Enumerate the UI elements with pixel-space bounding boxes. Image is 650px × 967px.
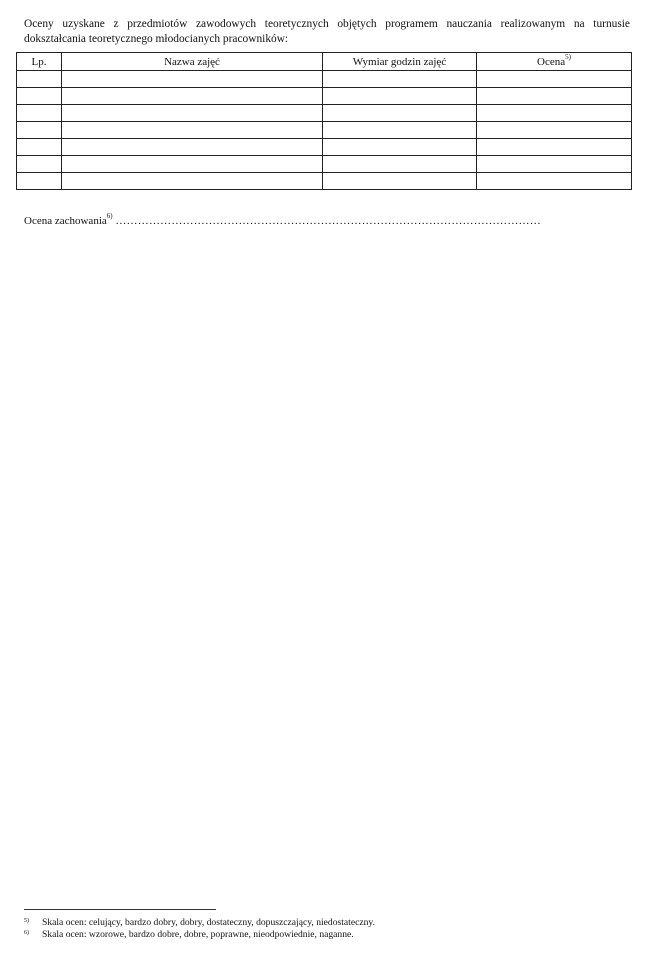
- grade-cell[interactable]: [477, 156, 632, 173]
- lp-cell[interactable]: [17, 173, 62, 190]
- lp-cell[interactable]: [17, 139, 62, 156]
- lp-cell[interactable]: [17, 156, 62, 173]
- behavior-grade-label: Ocena zachowania: [24, 215, 107, 227]
- column-header-subject-name: Nazwa zajęć: [62, 53, 323, 71]
- behavior-grade-field[interactable]: ……………………………………………………………………………………………………: [115, 215, 541, 227]
- footnote-mark: 6): [24, 930, 29, 936]
- table-row: [17, 105, 632, 122]
- grade-header-label: Ocena: [537, 55, 566, 68]
- intro-paragraph: Oceny uzyskane z przedmiotów zawodowych teoretycznych objętych programem nauczania realizowanym na turnusie dokształcania teoretycznego młodocianych pracowników:: [24, 18, 630, 45]
- grade-cell[interactable]: [477, 173, 632, 190]
- subject-name-cell[interactable]: [62, 105, 323, 122]
- hours-cell[interactable]: [323, 173, 477, 190]
- table-row: [17, 71, 632, 88]
- subject-name-cell[interactable]: [62, 156, 323, 173]
- behavior-footnote-ref: 6): [106, 212, 113, 221]
- lp-cell[interactable]: [17, 122, 62, 139]
- table-row: [17, 156, 632, 173]
- table-row: [17, 173, 632, 190]
- hours-cell[interactable]: [323, 105, 477, 122]
- column-header-lp: Lp.: [17, 53, 62, 71]
- table-row: [17, 122, 632, 139]
- grade-cell[interactable]: [477, 139, 632, 156]
- grade-cell[interactable]: [477, 122, 632, 139]
- subject-name-cell[interactable]: [62, 88, 323, 105]
- subject-name-cell[interactable]: [62, 122, 323, 139]
- footnote-mark: 5): [24, 918, 29, 924]
- footnote-text: Skala ocen: celujący, bardzo dobry, dobry, dostateczny, dopuszczający, niedostateczny.: [42, 917, 375, 928]
- hours-cell[interactable]: [323, 122, 477, 139]
- column-header-hours: Wymiar godzin zajęć: [323, 53, 477, 71]
- hours-cell[interactable]: [323, 71, 477, 88]
- lp-cell[interactable]: [17, 71, 62, 88]
- footnote-6: [24, 929, 375, 941]
- subject-name-cell[interactable]: [62, 139, 323, 156]
- footnote-5: [24, 917, 375, 929]
- grade-cell[interactable]: [477, 105, 632, 122]
- subject-name-cell[interactable]: [62, 71, 323, 88]
- lp-cell[interactable]: [17, 88, 62, 105]
- table-row: [17, 139, 632, 156]
- grade-cell[interactable]: [477, 71, 632, 88]
- footnote-text: Skala ocen: wzorowe, bardzo dobre, dobre, poprawne, nieodpowiednie, naganne.: [42, 929, 354, 940]
- hours-cell[interactable]: [323, 139, 477, 156]
- behavior-grade-line: [24, 212, 541, 227]
- subject-name-cell[interactable]: [62, 173, 323, 190]
- grades-table: [16, 52, 632, 190]
- table-header-row: [17, 53, 632, 71]
- footnote-separator: [24, 909, 216, 910]
- hours-cell[interactable]: [323, 156, 477, 173]
- grade-footnote-ref: 5): [565, 52, 571, 61]
- hours-cell[interactable]: [323, 88, 477, 105]
- column-header-grade: [477, 53, 632, 71]
- lp-cell[interactable]: [17, 105, 62, 122]
- grade-cell[interactable]: [477, 88, 632, 105]
- table-row: [17, 88, 632, 105]
- footnotes: [24, 917, 375, 941]
